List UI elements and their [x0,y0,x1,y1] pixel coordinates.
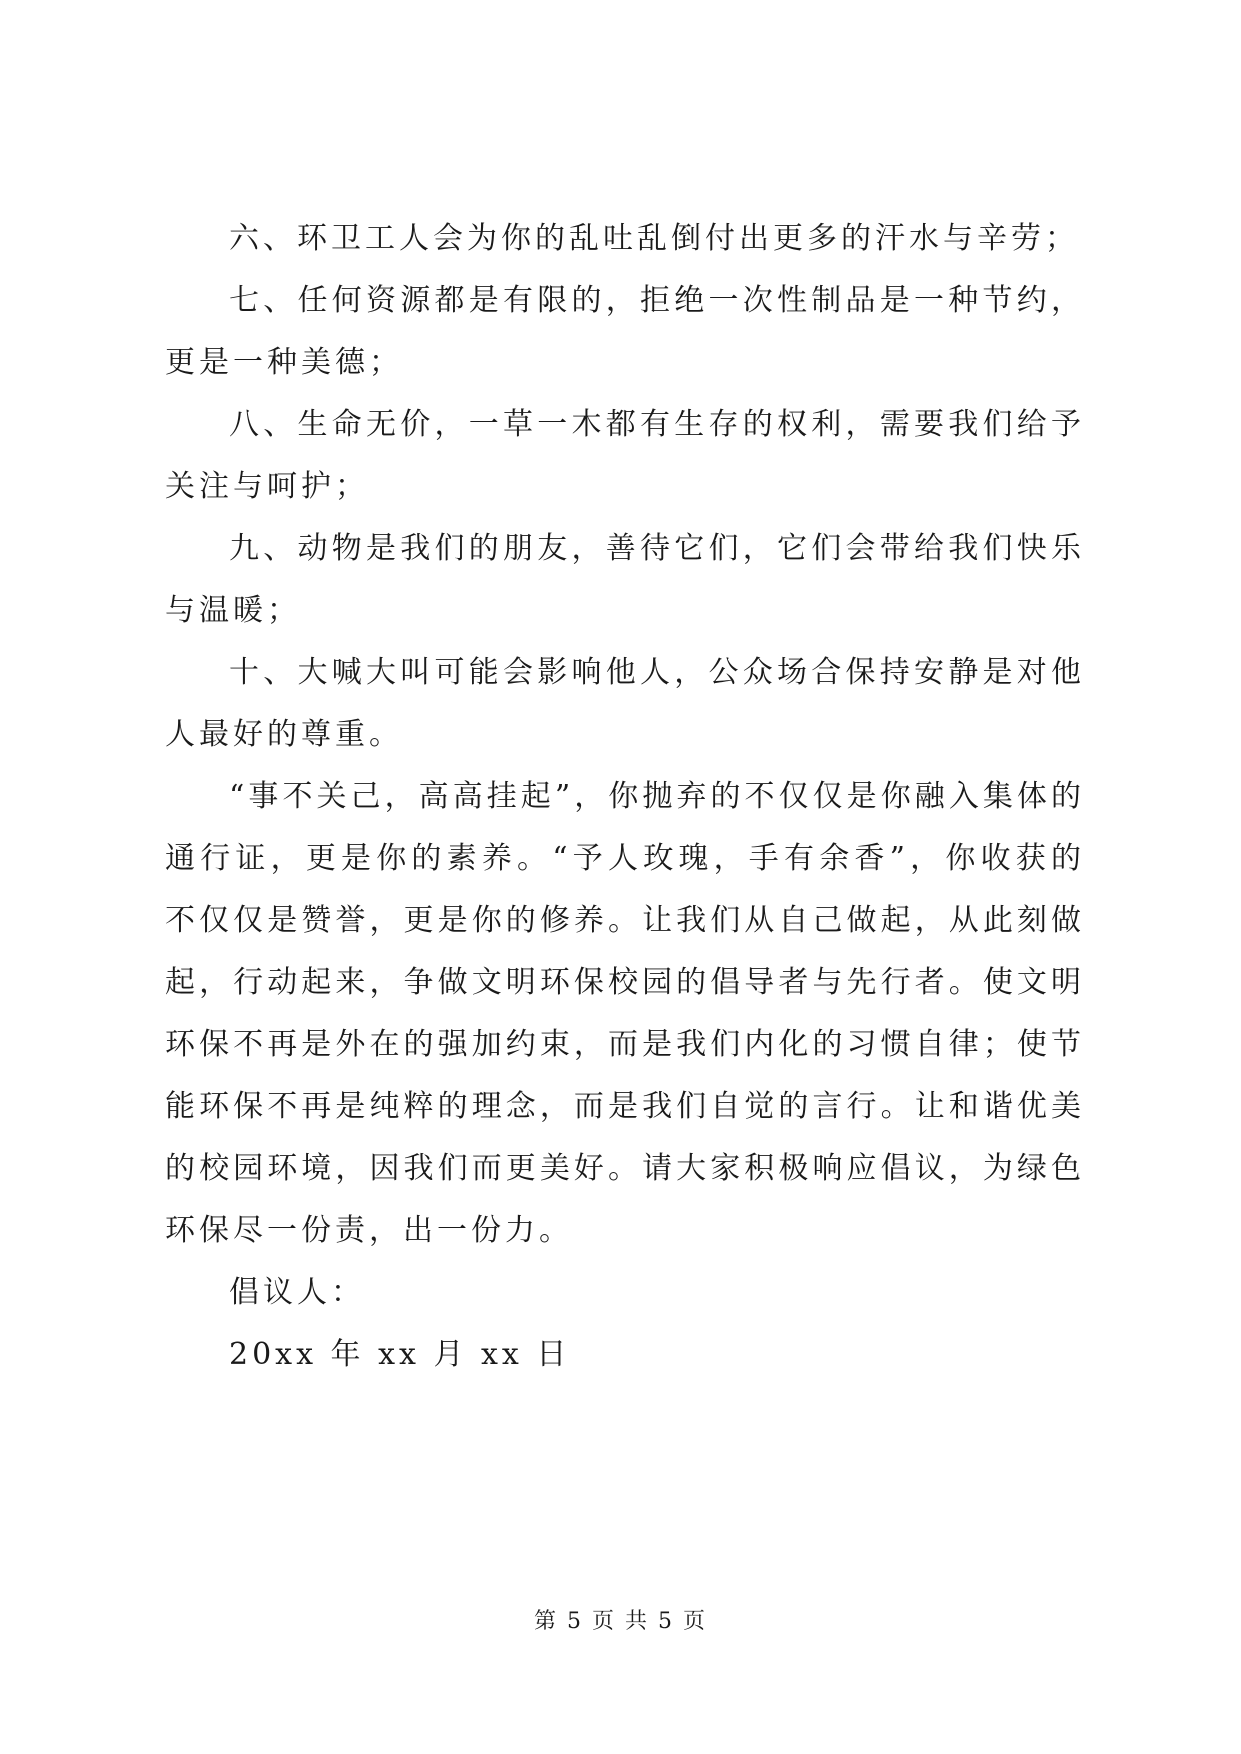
document-date: 20xx 年 xx 月 xx 日 [229,1337,571,1372]
document-body [165,208,1085,1386]
closing-paragraph: “事不关己，高高挂起”，你抛弃的不仅仅是你融入集体的通行证，更是你的素养。“予人玫瑰，手有余香”，你收获的不仅仅是赞誉，更是你的修养。让我们从自己做起，从此刻做起，行动起来，争做文明环保校园的倡导者与先行者。使文明环保不再是外在的强加约束，而是我们内化的习惯自律；使节能环保不再是纯粹的理念，而是我们自觉的言行。让和谐优美的校园环境，因我们而更美好。请大家积极响应倡议，为绿色环保尽一份责，出一份力。 [165,779,1085,1248]
page-footer: 第 5 页 共 5 页 [534,1609,707,1634]
paragraph-item-7: 七、任何资源都是有限的，拒绝一次性制品是一种节约，更是一种美德； [165,283,1085,380]
paragraph-item-10: 十、大喊大叫可能会影响他人，公众场合保持安静是对他人最好的尊重。 [165,655,1085,752]
paragraph-item-8: 八、生命无价，一草一木都有生存的权利，需要我们给予关注与呵护； [165,407,1085,504]
paragraph-item-6: 六、环卫工人会为你的乱吐乱倒付出更多的汗水与辛劳； [229,221,1079,256]
paragraph-item-9: 九、动物是我们的朋友，善待它们，它们会带给我们快乐与温暖； [165,531,1085,628]
proposer-label: 倡议人： [229,1275,365,1310]
